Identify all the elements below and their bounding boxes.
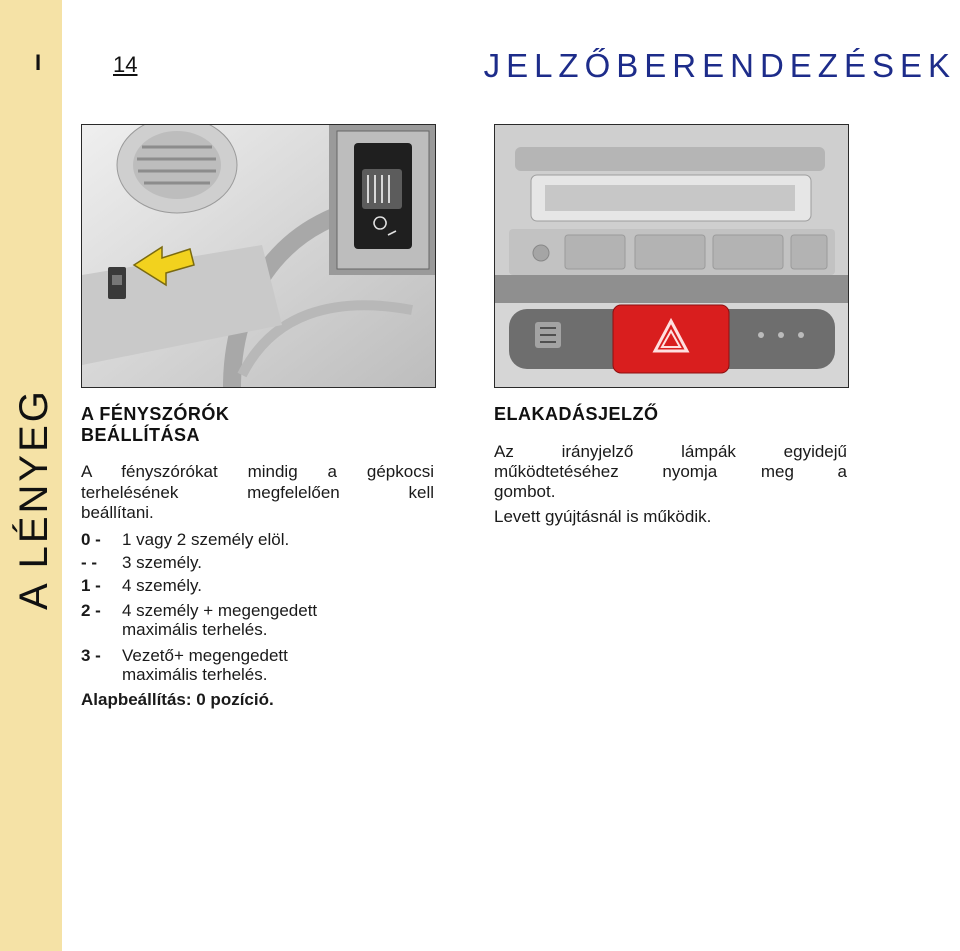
list-text: 4 személy. [122, 576, 202, 595]
page-number: 14 [113, 52, 138, 77]
list-text: 3 személy. [122, 553, 202, 572]
list-key: 0 - [81, 530, 101, 549]
hazard-body-line-4: Levett gyújtásnál is működik. [494, 507, 712, 526]
hazard-heading: ELAKADÁSJELZŐ [494, 404, 659, 424]
list-key: 3 - [81, 646, 101, 665]
list-text: Vezető+ megengedett [122, 646, 288, 665]
hazard-body-line-2: működtetéséhez nyomja meg a [494, 462, 847, 481]
hazard-switch-photo [494, 124, 849, 388]
chapter-label: A LÉNYEG [12, 388, 56, 610]
list-text: 1 vagy 2 személy elöl. [122, 530, 290, 549]
list-key: 1 - [81, 576, 101, 595]
list-key: - - [81, 553, 98, 572]
list-key: 2 - [81, 601, 101, 620]
section-title: JELZŐBERENDEZÉSEK [483, 47, 956, 84]
default-setting: Alapbeállítás: 0 pozíció. [81, 690, 274, 709]
hazard-body-line-1: Az irányjelző lámpák egyidejű [494, 442, 847, 461]
list-text: maximális terhelés. [122, 620, 268, 639]
intro-line-3: beállítani. [81, 503, 154, 522]
intro-line-2: terhelésének megfelelően kell [81, 483, 434, 502]
headlamp-heading-line2: BEÁLLÍTÁSA [81, 425, 200, 445]
list-text: maximális terhelés. [122, 665, 268, 684]
chapter-number: I [35, 50, 42, 75]
hazard-body-line-3: gombot. [494, 482, 556, 501]
headlamp-heading-line1: A FÉNYSZÓRÓK [81, 404, 230, 424]
chapter-sidebar [0, 0, 62, 951]
list-text: 4 személy + megengedett [122, 601, 318, 620]
intro-line-1: A fényszórókat mindig a gépkocsi [81, 462, 434, 481]
headlamp-adjuster-photo [81, 124, 436, 388]
